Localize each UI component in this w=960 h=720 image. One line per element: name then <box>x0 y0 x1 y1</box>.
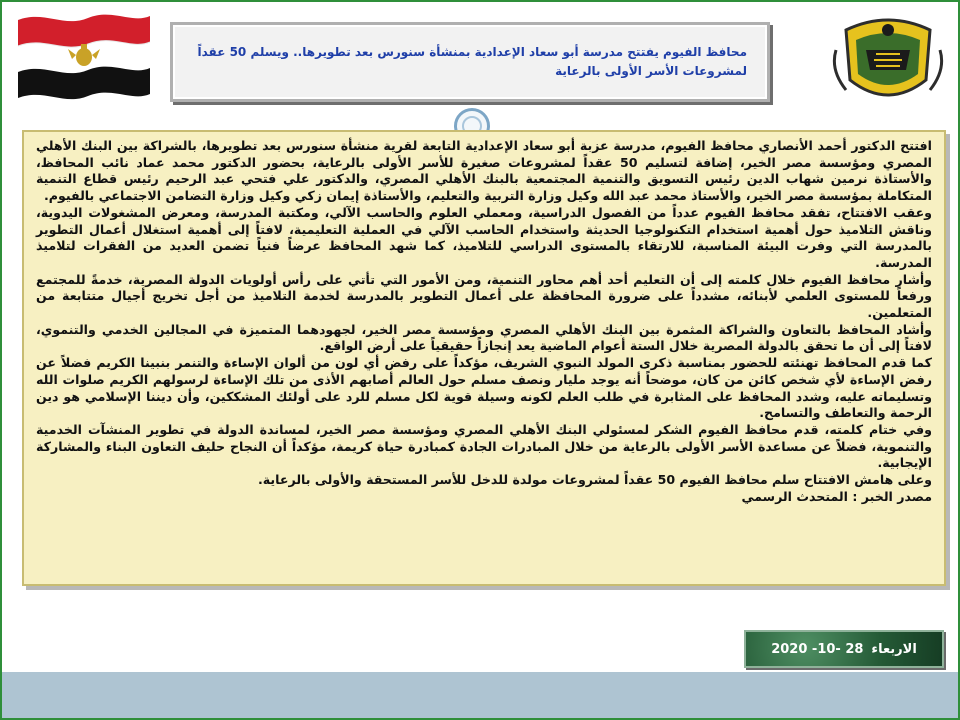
headline-box <box>170 22 770 102</box>
article-paragraph: افتتح الدكتور أحمد الأنصاري محافظ الفيوم، مدرسة عزبة أبو سعاد الإعدادية التابعة لقرية منشأة سنورس بعد تطويرها، بالشراكة بين البنك الأهلي المصري ومؤسسة مصر الخير، إضافة لتسليم 50 عقداً لمشروعات صغيرة للأسر الأولى بالرعاية، بحضور الدكتور محمد عماد نائب المحافظ، والأستاذة نرمين شهاب الدين رئيس التسويق والتنمية المجتمعية بالبنك الأهلي المصري، والدكتور علي فتحي عبد الرحيم رئيس قطاع التنمية المتكاملة بمؤسسة مصر الخير، والأستاذ محمد عبد الله وكيل وزارة التربية والتعليم، والأستاذة إيمان زكي وكيل وزارة التضامن الاجتماعي بالفيوم. <box>36 138 932 204</box>
article-paragraph: وعلى هامش الافتتاح سلم محافظ الفيوم 50 عقداً لمشروعات مولدة للدخل للأسر المستحقة والأولى بالرعاية. <box>258 472 932 488</box>
date-value: 28 -10- 2020 <box>771 641 864 657</box>
fayoum-governorate-logo-icon <box>826 10 950 110</box>
date-day: الاربعاء <box>871 641 917 657</box>
egypt-flag-icon <box>14 10 154 100</box>
date-badge <box>744 630 944 668</box>
article-paragraph: وفي ختام كلمته، قدم محافظ الفيوم الشكر لمسئولي البنك الأهلي المصري ومؤسسة مصر الخير، لمساندة الدولة في تطوير المنشآت الخدمية والتنموية، فضلاً عن مساعدة الأسر الأولى بالرعاية من خلال المبادرات الجادة كمبادرة حياة كريمة، مؤكداً أن النجاح حليف التعاون البناء والمشاركة الإيجابية. <box>36 421 932 471</box>
article-paragraph: وعقب الافتتاح، تفقد محافظ الفيوم عدداً من الفصول الدراسية، ومعملي العلوم والحاسب الآلي، ومكتبة المدرسة، ومعرض المشغولات اليدوية، وناقش التلاميذ حول أهمية استخدام التكنولوجيا الحديثة واستخدام الحاسب الآلي في العملية التعليمية، لافتاً إلى أهمية استغلال أعمال التطوير بالمدرسة التي وفرت البيئة المناسبة، للارتقاء بالمستوى الدراسي للتلاميذ، كما شهد المحافظ عرضاً فنياً تضمن العديد من الفقرات لتلاميذ المدرسة. <box>36 204 932 270</box>
article-paragraph: وأشاد المحافظ بالتعاون والشراكة المثمرة بين البنك الأهلي المصري ومؤسسة مصر الخير، لجهودهما المتميزة في المجالين الخدمي والتنموي، لافتاً إلى أن ما تحقق بالدولة المصرية خلال الستة أعوام الماضية يعد إنجازاً حقيقياً على أرض الواقع. <box>36 321 932 354</box>
headline-text: محافظ الفيوم يفتتح مدرسة أبو سعاد الإعدادية بمنشأة سنورس بعد تطويرها.. ويسلم 50 عقداً لمشروعات الأسر الأولى بالرعاية <box>197 45 747 78</box>
article-source: مصدر الخبر : المتحدث الرسمي <box>741 488 932 504</box>
article-paragraph: كما قدم المحافظ تهنئته للحضور بمناسبة ذكرى المولد النبوي الشريف، مؤكداً على رفض أي لون من ألوان الإساءة والتنمر بنبينا الكريم فضلاً عن رفض الإساءة لأي شخص كائن من كان، موضحاً أنه يوجد مليار ونصف مسلم حول العالم أصابهم الأذى من تلك الإساءة لرسولهم الكريم صلوات الله وتسليماته عليه، وشدد المحافظ على المثابرة في طلب العلم لكونه وسيلة قوية لكل مسلم للرد على أولئك المشككين، وأن ديننا الإسلامي هو دين الرحمة والتعاطف والتسامح. <box>36 355 932 421</box>
footer-band <box>2 672 958 718</box>
article-body <box>22 130 946 586</box>
article-paragraph: وأشار محافظ الفيوم خلال كلمته إلى أن التعليم أحد أهم محاور التنمية، ومن الأمور التي تأتي على رأس أولويات الدولة المصرية، خدمةً للمجتمع ورفعاً للمستوى العلمي لأبنائه، مشدداً على ضرورة المحافظة على أعمال التطوير بالمدرسة لخدمة التلاميذ من أجل تخريج أجيال متتابعة من المتعلمين. <box>36 271 932 321</box>
